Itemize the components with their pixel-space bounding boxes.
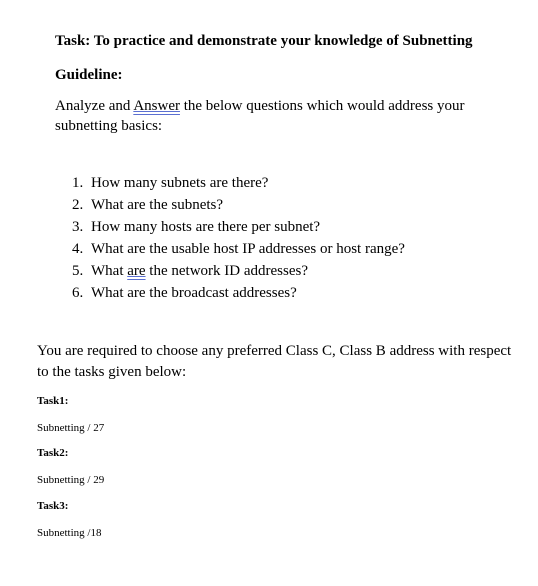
task-heading: Task: To practice and demonstrate your knowledge of Subnetting: [55, 33, 473, 49]
question-underlined-word: are: [127, 263, 146, 279]
intro-text-end: the below questions which would address your subnetting basics:: [55, 98, 465, 134]
question-item: [72, 216, 405, 238]
question-item: [72, 172, 405, 194]
question-item: [72, 282, 405, 304]
question-item: [72, 194, 405, 216]
question-number: 4.: [72, 241, 84, 257]
task1-value: Subnetting / 27: [37, 422, 105, 434]
question-item: [72, 260, 405, 282]
task2-label: Task2:: [37, 447, 69, 459]
question-number: 1.: [72, 175, 84, 191]
question-number: 3.: [72, 219, 84, 235]
question-text: How many subnets are there?: [91, 175, 269, 191]
task2-value: Subnetting / 29: [37, 474, 105, 486]
intro-paragraph: [55, 96, 520, 136]
task3-value: Subnetting /18: [37, 527, 102, 539]
question-number: 5.: [72, 263, 84, 279]
question-number: 6.: [72, 285, 84, 301]
question-text: How many hosts are there per subnet?: [91, 219, 321, 235]
guideline-label: Guideline:: [55, 67, 123, 83]
intro-text-start: Analyze and: [55, 98, 134, 114]
task3-label: Task3:: [37, 500, 69, 512]
questions-list: [72, 172, 405, 304]
question-text-start: What: [91, 263, 128, 279]
question-text: What are the subnets?: [91, 197, 224, 213]
question-text: What are the broadcast addresses?: [91, 285, 297, 301]
question-number: 2.: [72, 197, 84, 213]
question-text: What are the usable host IP addresses or host range?: [91, 241, 405, 257]
question-item: [72, 238, 405, 260]
requirement-paragraph: You are required to choose any preferred Class C, Class B address with respect to the tasks given below:: [37, 343, 512, 380]
question-text-end: the network ID addresses?: [145, 263, 308, 279]
intro-answer-word: Answer: [133, 98, 180, 114]
task1-label: Task1:: [37, 395, 69, 407]
